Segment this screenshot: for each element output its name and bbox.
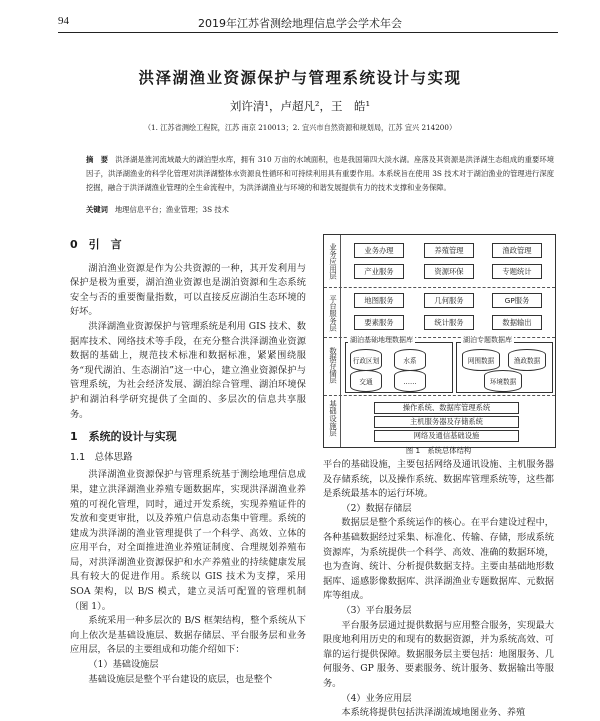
db-admin-division: 行政区划 (350, 349, 382, 371)
db-environment: 环境数据 (484, 370, 522, 392)
abstract (86, 153, 554, 195)
section-1-1-paragraph-1: 洪泽湖渔业资源保护与管理系统基于测绘地理信息成果，建立洪泽湖渔业养殖专题数据库，实现洪泽湖渔业养殖的可视化管理，同时，通过开发系统，实现养殖证件的发放和变更审批，以及养殖户信息动态集中管理。系统的建成为洪泽湖的渔业管理提供了一个科学、高效、立体的应用平台，对全面推进渔业养殖证制度、合理规划养殖布局，对洪泽湖渔业资源保护和水产养殖业的持续健康发展具有较大的促进作用。系统以 GIS 技术为支撑，采用 SOA 架构，以 B/S 模式，建立灵活可配置的管理机制（图 1）。 (70, 469, 306, 612)
left-column (70, 238, 306, 687)
service-box-statistics: 统计服务 (424, 315, 474, 330)
section-1-1-title: 1.1 总体思路 (70, 451, 133, 463)
app-box-statistics: 专题统计 (492, 264, 542, 279)
band-separator-line (340, 235, 341, 447)
db-net-enclosure: 网围数据 (462, 349, 500, 371)
page-number: 94 (58, 15, 69, 27)
header-rule (58, 32, 558, 33)
band-label-infra: 基础设施层 (329, 400, 338, 437)
keywords (86, 205, 554, 215)
item-3-title: （3）平台服务层 (341, 604, 412, 616)
paper-authors: 刘许清¹，卢超凡²，王 皓¹ (229, 99, 371, 113)
abstract-text: 洪泽湖是淮河流域最大的湖泊型水库，拥有 310 万亩的水域面积，也是我国第四大淡水湖。座落及其资源是洪泽湖生态组成的重要环境因子，洪泽湖渔业的科学化管理对洪泽湖整体水资源良性循环和可持续利用具有重要作用。本系统旨在使用 3S 技术对于湖泊渔业的管理进行深度挖掘，融合于洪泽湖渔业管理的全生命流程中，为洪泽湖渔业与环境的和谐发展提供有力的技术支撑和业务保障。 (86, 155, 555, 192)
intro-paragraph-1: 湖泊渔业资源是作为公共资源的一种，其开发利用与保护是极为重要，湖泊渔业资源也是湖泊资源和生态系统安全与否的重要衡量指数，可以直接反应湖泊生态环境的好坏。 (70, 262, 306, 318)
keywords-label: 关键词 (86, 205, 108, 214)
figure-caption: 图 1 系统总体结构 (405, 446, 472, 455)
band-label-app: 业务应用层 (329, 243, 338, 280)
section-intro-title: 0 引 言 (70, 238, 122, 251)
paper-title: 洪泽湖渔业资源保护与管理系统设计与实现 (138, 69, 462, 87)
db-more: …… (394, 370, 426, 392)
basic-geo-database-title: 湖泊基础地理数据库 (350, 336, 413, 344)
section-1-1-paragraph-2: 系统采用一种多层次的 B/S 框架结构，整个系统从下向上依次是基础设施层、数据存储层、平台服务层和业务应用层，各层的主要组成和功能介绍如下： (70, 615, 306, 656)
app-box-business: 业务办理 (354, 243, 404, 258)
service-box-feature: 要素服务 (354, 315, 404, 330)
service-box-output: 数据输出 (492, 315, 542, 330)
paper-affiliations: （1. 江苏省测绘工程院，江苏 南京 210013；2. 宜兴市自然资源和规划局，江苏 宜兴 214200） (143, 123, 457, 132)
db-traffic: 交通 (350, 370, 382, 392)
abstract-label: 摘 要 (86, 155, 109, 164)
infra-continued-text: 平台的基础设施，主要包括网络及通讯设施、主机服务器及存储系统，以及操作系统、数据库管理系统等，这些都是系统最基本的运行环境。 (323, 459, 554, 500)
app-box-breeding: 养殖管理 (424, 243, 474, 258)
item-1-text: 基础设施层是整个平台建设的底层，也是整个 (88, 673, 273, 685)
infra-os-dbms: 操作系统、数据库管理系统 (374, 402, 519, 414)
intro-paragraph-2: 洪泽湖渔业资源保护与管理系统是利用 GIS 技术、数据库技术、网络技术等手段，在充分整合洪泽湖渔业资源数据的基础上，规范技术标准和数据标准，紧紧围绕服务“现代湖泊、生态湖泊”这一中心，建立渔业资源保护与管理系统，为社会经济发展、湖泊综合管理、湖泊环境保护和湖泊科学研究提供了全面的、多层次的信息共享服务。 (70, 320, 306, 420)
item-4-title: （4）业务应用层 (341, 692, 412, 704)
infra-network: 网络及通信基础设施 (374, 430, 519, 442)
service-box-geometry: 几何服务 (424, 293, 474, 308)
item-2-title: （2）数据存储层 (341, 502, 412, 514)
infra-servers-storage: 主机服务器及存储系统 (374, 416, 519, 428)
band-divider (324, 287, 555, 288)
running-title: 2019年江苏省测绘地理信息学会学术年会 (198, 17, 402, 30)
db-water-system: 水系 (394, 349, 426, 371)
system-architecture-figure (323, 234, 556, 448)
item-1-title: （1）基础设施层 (88, 659, 159, 671)
app-box-industry: 产业服务 (354, 264, 404, 279)
band-divider (324, 395, 555, 396)
item-2-text: 数据层是整个系统运作的核心。在平台建设过程中，各种基础数据经过采集、标准化、传输、存储，形成系统资源库，为系统提供一个科学、高效、准确的数据环境，也为查询、统计、分析提供数据支持。主要由基础地形数据库、遥感影像数据库、洪泽湖渔业专题数据库、元数据库等组成。 (323, 517, 554, 602)
app-box-environment: 资源环保 (424, 264, 474, 279)
thematic-database-title: 湖泊专题数据库 (463, 336, 512, 344)
band-label-storage: 数据存储层 (329, 347, 338, 384)
keywords-text: 地理信息平台；渔业管理；3S 技术 (114, 205, 229, 214)
right-column (323, 458, 554, 721)
service-box-map: 地图服务 (354, 293, 404, 308)
db-fishery-admin: 渔政数据 (508, 349, 546, 371)
item-3-text: 平台服务层通过提供数据与应用整合服务，实现最大限度地利用历史的和现有的数据资源，并为系统高效、可靠的运行提供保障。数据服务层主要包括：地图服务、几何服务、GP 服务、要素服务、统计服务、数据输出等服务。 (323, 619, 554, 689)
band-label-service: 平台服务层 (329, 295, 338, 332)
section-1-title: 1 系统的设计与实现 (70, 430, 177, 444)
app-box-fishery: 渔政管理 (492, 243, 542, 258)
service-box-gp: GP服务 (492, 293, 542, 308)
item-4-text: 本系统将提供包括洪泽湖流域地图业务、养殖 (341, 707, 526, 719)
